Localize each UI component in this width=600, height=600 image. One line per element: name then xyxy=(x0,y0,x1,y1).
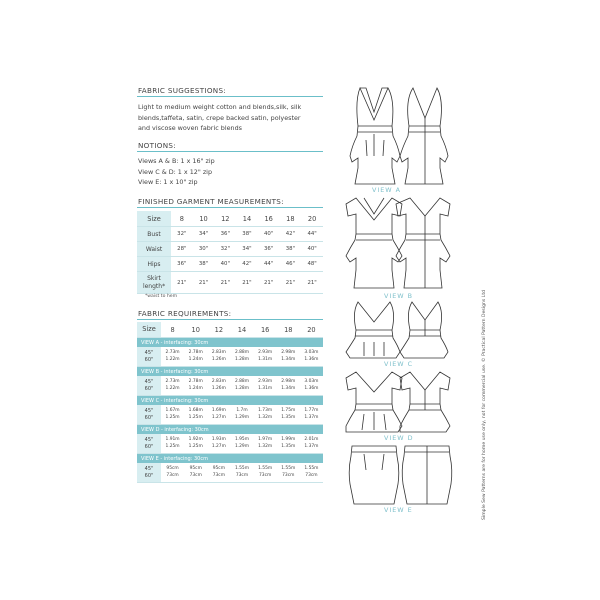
table-cell: 30" xyxy=(193,242,215,257)
fabric-line: and viscose woven fabric blends xyxy=(138,124,242,132)
view-band-label: VIEW C - interfacing: 30cm xyxy=(137,396,323,406)
table-cell: 1.68m 1.25m xyxy=(184,405,207,425)
view-e-back-drawing xyxy=(402,446,452,504)
copyright-notice: Simple Sew Patterns are for home use only, not for commercial use. © Practical Pattern Designs Ltd xyxy=(482,289,487,520)
width-60: 60" xyxy=(144,356,154,363)
table-cell: 44" xyxy=(258,257,280,272)
table-cell: 21" xyxy=(214,272,236,294)
table-cell: 2.73m 1.22m xyxy=(161,347,184,367)
width-45: 45" xyxy=(144,437,154,443)
table-cell: 1.55m 73cm xyxy=(254,463,277,483)
view-b-back-drawing xyxy=(396,198,450,288)
table-cell: 1.91m 1.25m xyxy=(161,434,184,454)
size-cell: 8 xyxy=(171,211,193,227)
view-band-label: VIEW B - interfacing: 30cm xyxy=(137,367,323,377)
table-cell: 32" xyxy=(214,242,236,257)
width-45: 45" xyxy=(144,350,154,356)
size-cell: 14 xyxy=(236,211,258,227)
fabric-line: blends,taffeta, satin, crepe backed satin, polyester xyxy=(138,113,301,122)
table-cell: 34" xyxy=(236,242,258,257)
table-cell: 40" xyxy=(258,227,280,242)
view-a-label: VIEW A xyxy=(372,186,402,194)
fabric-heading: FABRIC SUGGESTIONS: xyxy=(138,86,227,95)
notion-line: View C & D: 1 x 12" zip xyxy=(138,167,213,176)
view-a-front-drawing xyxy=(350,88,400,184)
view-e-front-drawing xyxy=(349,446,399,504)
table-cell: 1.69m 1.27m xyxy=(207,405,230,425)
notion-line: View E: 1 x 10" zip xyxy=(138,178,198,186)
table-cell: 21" xyxy=(236,272,258,294)
table-cell: 2.93m 1.31m xyxy=(254,347,277,367)
footnote: *waist to hem xyxy=(145,294,178,299)
view-d-label: VIEW D xyxy=(384,434,414,442)
row-label: Skirt length* xyxy=(137,272,171,294)
table-cell: 95cm 73cm xyxy=(184,463,207,483)
view-b-front-drawing xyxy=(346,198,402,288)
size-cell: 10 xyxy=(193,211,215,227)
table-cell: 21" xyxy=(280,272,302,294)
row-label: Hips xyxy=(137,257,171,272)
size-cell: 12 xyxy=(207,322,230,338)
table-cell: 2.98m 1.34m xyxy=(277,347,300,367)
table-cell: 1.93m 1.27m xyxy=(207,434,230,454)
table-cell: 40" xyxy=(214,257,236,272)
size-cell: 20 xyxy=(301,211,323,227)
view-b-label: VIEW B xyxy=(384,292,414,300)
view-d-front-drawing xyxy=(346,372,402,432)
fabric-line: Light to medium weight cotton and blends,silk, silk xyxy=(138,103,302,111)
table-cell: 1.67m 1.25m xyxy=(161,405,184,425)
table-cell: 2.88m 1.28m xyxy=(230,347,253,367)
table-cell: 38" xyxy=(193,257,215,272)
size-label: Size xyxy=(137,211,171,227)
table-cell: 2.83m 1.26m xyxy=(207,376,230,396)
table-cell: 2.88m 1.28m xyxy=(230,376,253,396)
view-a-back-drawing xyxy=(400,88,448,184)
table-cell: 2.01m 1.37m xyxy=(300,434,323,454)
width-60: 60" xyxy=(144,385,154,392)
table-cell: 1.77m 1.37m xyxy=(300,405,323,425)
view-c-front-drawing xyxy=(346,302,400,358)
view-c-back-drawing xyxy=(400,302,448,358)
table-cell: 38" xyxy=(280,242,302,257)
view-band-label: VIEW E - interfacing: 30cm xyxy=(137,454,323,464)
table-cell: 95cm 73cm xyxy=(207,463,230,483)
width-60: 60" xyxy=(144,443,154,450)
size-label: Size xyxy=(137,322,161,338)
table-cell: 3.03m 1.36m xyxy=(300,376,323,396)
table-cell: 2.93m 1.31m xyxy=(254,376,277,396)
notions-heading: NOTIONS: xyxy=(138,141,176,150)
view-band-label: VIEW A - interfacing: 30cm xyxy=(137,338,323,348)
table-cell: 48" xyxy=(301,257,323,272)
notion-line: Views A & B: 1 x 16" zip xyxy=(138,157,215,165)
table-cell: 2.98m 1.34m xyxy=(277,376,300,396)
table-cell: 1.7m 1.29m xyxy=(230,405,253,425)
size-cell: 8 xyxy=(161,322,184,338)
size-cell: 16 xyxy=(258,211,280,227)
row-label: Waist xyxy=(137,242,171,257)
size-cell: 14 xyxy=(230,322,253,338)
table-cell: 46" xyxy=(280,257,302,272)
width-45: 45" xyxy=(144,408,154,414)
table-cell: 36" xyxy=(258,242,280,257)
table-cell: 38" xyxy=(236,227,258,242)
width-60: 60" xyxy=(144,472,154,479)
view-band-label: VIEW D - interfacing: 30cm xyxy=(137,425,323,435)
size-cell: 18 xyxy=(280,211,302,227)
table-cell: 3.03m 1.36m xyxy=(300,347,323,367)
width-45: 45" xyxy=(144,466,154,472)
size-cell: 10 xyxy=(184,322,207,338)
table-cell: 2.73m 1.22m xyxy=(161,376,184,396)
size-cell: 20 xyxy=(300,322,323,338)
table-cell: 42" xyxy=(236,257,258,272)
table-cell: 34" xyxy=(193,227,215,242)
table-cell: 2.78m 1.24m xyxy=(184,376,207,396)
table-cell: 42" xyxy=(280,227,302,242)
table-cell: 1.97m 1.32m xyxy=(254,434,277,454)
size-cell: 18 xyxy=(277,322,300,338)
width-45: 45" xyxy=(144,379,154,385)
view-d-back-drawing xyxy=(400,372,450,432)
table-cell: 1.99m 1.35m xyxy=(277,434,300,454)
row-label: Bust xyxy=(137,227,171,242)
table-cell: 44" xyxy=(301,227,323,242)
width-60: 60" xyxy=(144,414,154,421)
measurements-heading: FINISHED GARMENT MEASUREMENTS: xyxy=(138,197,284,206)
table-cell: 32" xyxy=(171,227,193,242)
table-cell: 2.78m 1.24m xyxy=(184,347,207,367)
view-c-label: VIEW C xyxy=(384,360,414,368)
size-cell: 16 xyxy=(254,322,277,338)
table-cell: 21" xyxy=(258,272,280,294)
view-e-label: VIEW E xyxy=(384,506,413,514)
table-cell: 1.92m 1.25m xyxy=(184,434,207,454)
table-cell: 95cm 73cm xyxy=(161,463,184,483)
table-cell: 1.55m 73cm xyxy=(277,463,300,483)
table-cell: 36" xyxy=(171,257,193,272)
requirements-heading: FABRIC REQUIREMENTS: xyxy=(138,309,232,318)
size-cell: 12 xyxy=(214,211,236,227)
table-cell: 1.95m 1.29m xyxy=(230,434,253,454)
table-cell: 28" xyxy=(171,242,193,257)
table-cell: 2.83m 1.26m xyxy=(207,347,230,367)
table-cell: 36" xyxy=(214,227,236,242)
table-cell: 1.75m 1.35m xyxy=(277,405,300,425)
table-cell: 1.55m 73cm xyxy=(300,463,323,483)
table-cell: 1.55m 73cm xyxy=(230,463,253,483)
table-cell: 1.73m 1.32m xyxy=(254,405,277,425)
table-cell: 21" xyxy=(193,272,215,294)
table-cell: 21" xyxy=(171,272,193,294)
table-cell: 21" xyxy=(301,272,323,294)
table-cell: 40" xyxy=(301,242,323,257)
